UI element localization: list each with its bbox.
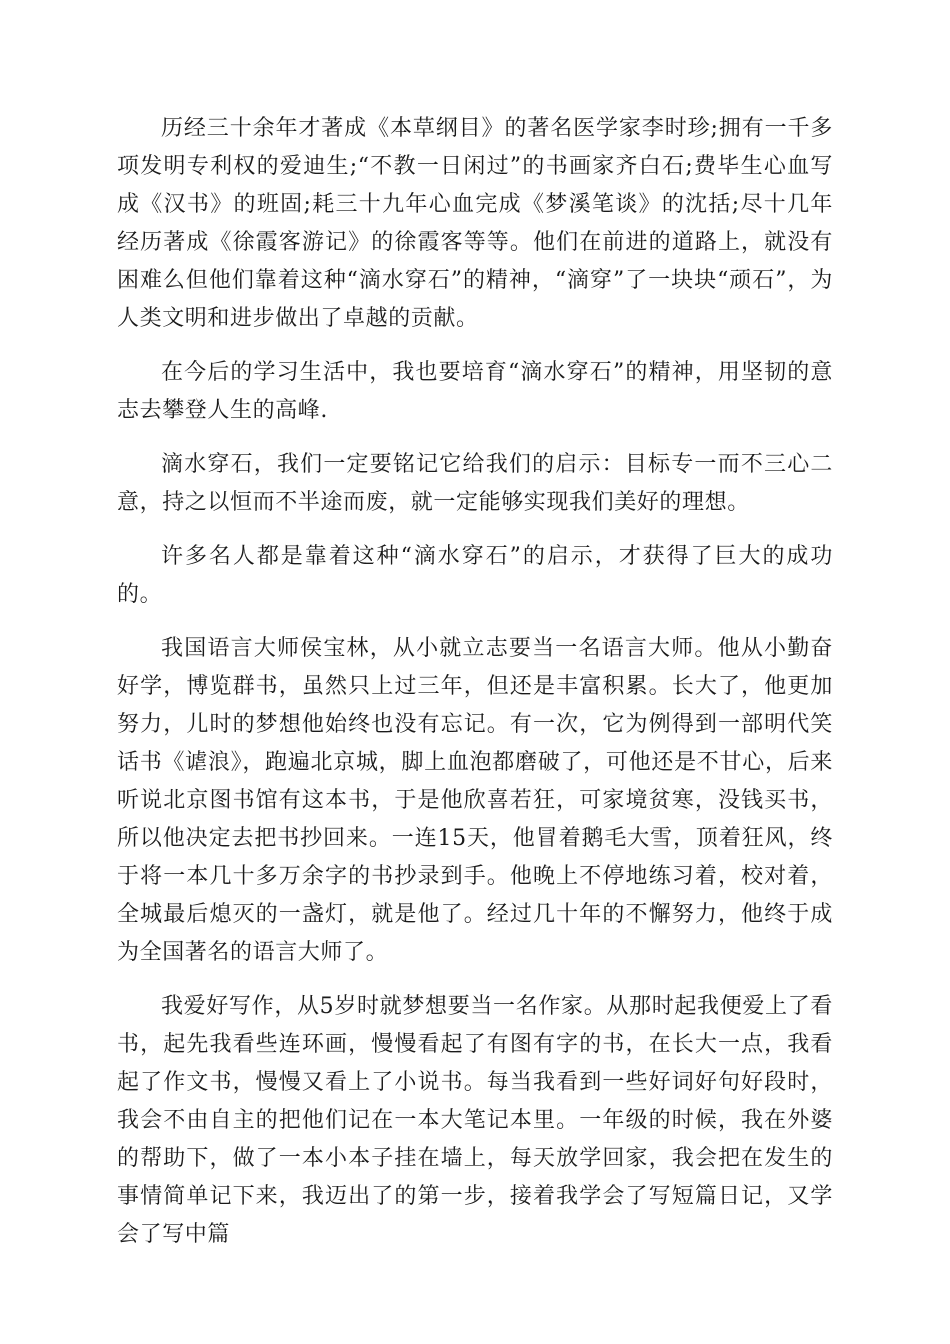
paragraph-hou-baolin: 我国语言大师侯宝林，从小就立志要当一名语言大师。他从小勤奋好学，博览群书，虽然只上过三年，但还是丰富积累。长大了，他更加努力，儿时的梦想他始终也没有忘记。有一次，它为例得到一部明代笑话书《谑浪》，跑遍北京城，脚上血泡都磨破了，可他还是不甘心，后来听说北京图书馆有这本书，于是他欣喜若狂，可家境贫寒，没钱买书，所以他决定去把书抄回来。一连15天，他冒着鹅毛大雪，顶着狂风，终于将一本几十多万余字的书抄录到手。他晚上不停地练习着，校对着，全城最后熄灭的一盏灯，就是他了。经过几十年的不懈努力，他终于成为全国著名的语言大师了。 bbox=[117, 636, 833, 965]
paragraph-future-resolve: 在今后的学习生活中，我也要培育“滴水穿石”的精神，用坚韧的意志去攀登人生的高峰. bbox=[117, 360, 833, 423]
paragraph-success-intro: 许多名人都是靠着这种“滴水穿石”的启示，才获得了巨大的成功的。 bbox=[117, 544, 833, 607]
document-body bbox=[117, 110, 833, 1270]
paragraph-famous-persistence: 历经三十余年才著成《本草纲目》的著名医学家李时珍;拥有一千多项发明专利权的爱迪生;“不教一日闲过”的书画家齐白石;费毕生心血写成《汉书》的班固;耗三十九年心血完成《梦溪笔谈》的沈括;尽十几年经历著成《徐霞客游记》的徐霞客等等。他们在前进的道路上，就没有困难么但他们靠着这种“滴水穿石”的精神，“滴穿”了一块块“顽石”，为人类文明和进步做出了卓越的贡献。 bbox=[117, 116, 833, 331]
paragraph-my-writing: 我爱好写作，从5岁时就梦想要当一名作家。从那时起我便爱上了看书，起先我看些连环画，慢慢看起了有图有字的书，在长大一点，我看起了作文书，慢慢又看上了小说书。每当我看到一些好词好句好段时，我会不由自主的把他们记在一本大笔记本里。一年级的时候，我在外婆的帮助下，做了一本小本子挂在墙上，每天放学回家，我会把在发生的事情简单记下来，我迈出了的第一步，接着我学会了写短篇日记，又学会了写中篇 bbox=[117, 994, 833, 1247]
paragraph-lesson: 滴水穿石，我们一定要铭记它给我们的启示：目标专一而不三心二意，持之以恒而不半途而废，就一定能够实现我们美好的理想。 bbox=[117, 452, 833, 515]
